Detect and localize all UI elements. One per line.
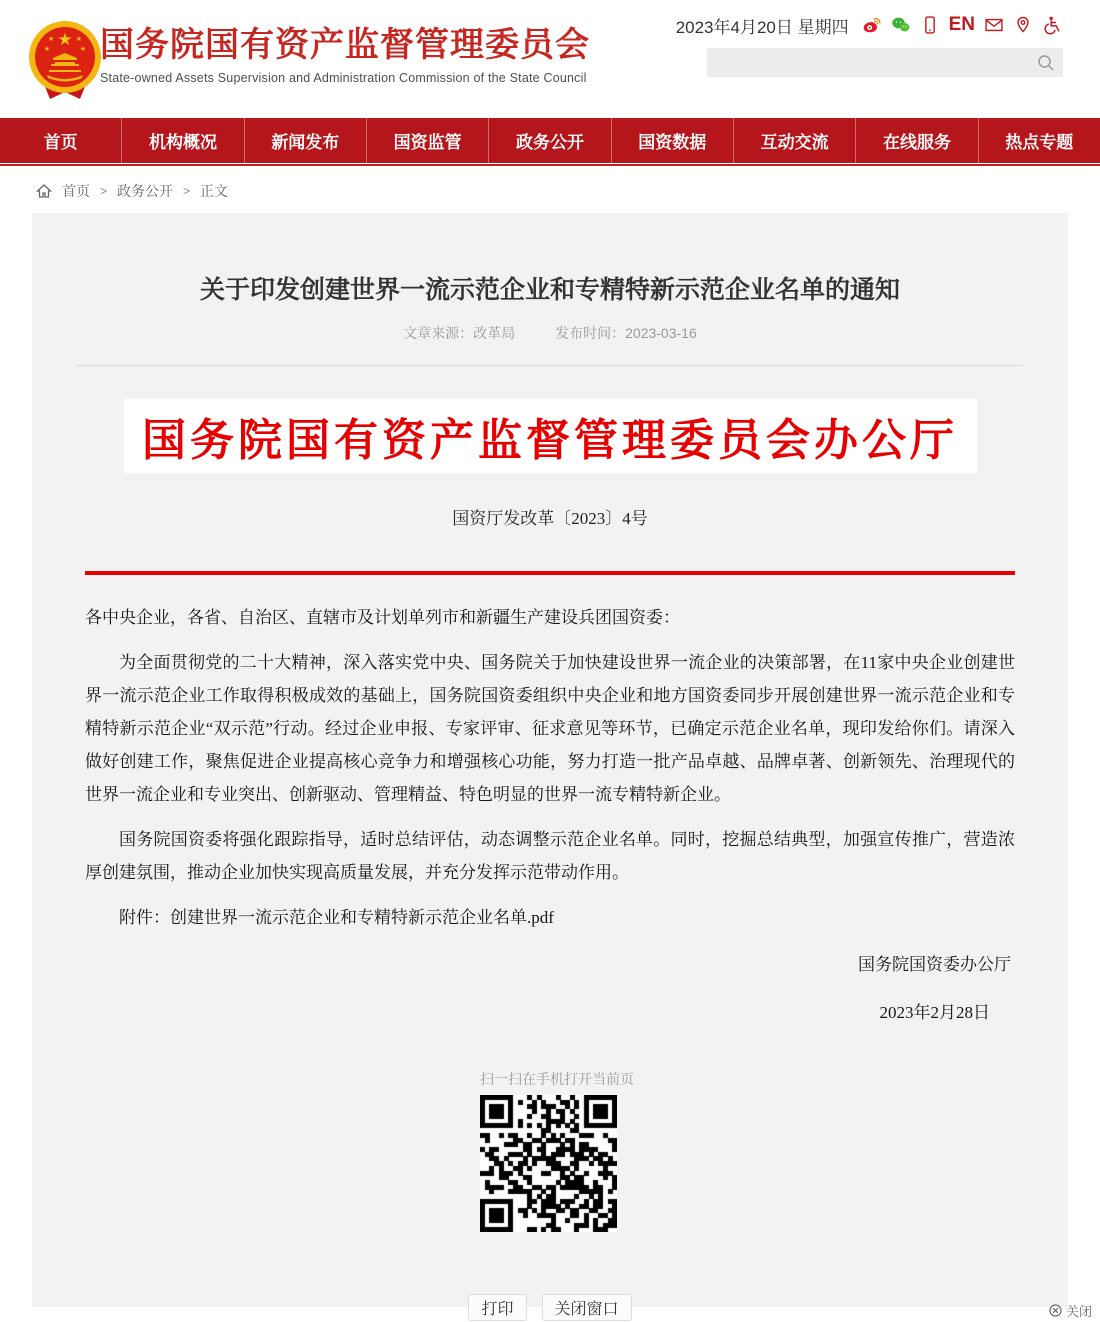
signature-date: 2023年2月28日 (879, 1003, 990, 1022)
paragraph: 为全面贯彻党的二十大精神，深入落实党中央、国务院关于加快建设世界一流企业的决策部署，在11家中央企业创建世界一流示范企业工作取得积极成效的基础上，国务院国资委组织中央企业和地方国资委同步开展创建世界一流示范企业和专精特新示范企业“双示范”行动。经过企业申报、专家评审、征求意见等环节，已确定示范企业名单，现印发给你们。请深入做好创建工作，聚焦促进企业提高核心竞争力和增强核心功能，努力打造一批产品卓越、品牌卓著、创新领先、治理现代的世界一流企业和专业突出、创新驱动、管理精益、特色明显的世界一流专精特新企业。 (85, 653, 1015, 804)
article-panel (32, 213, 1068, 1318)
close-circle-icon (1049, 1304, 1062, 1317)
breadcrumb-separator: > (183, 184, 191, 198)
print-button[interactable]: 打印 (468, 1294, 526, 1321)
site-title: 国务院国有资产监督管理委员会 (100, 26, 590, 64)
nav-item-news[interactable]: 新闻发布 (245, 118, 367, 163)
mobile-icon[interactable] (920, 15, 940, 35)
qr-label: 扫一扫在手机打开当前页 (480, 1071, 634, 1087)
article-meta (32, 323, 1068, 343)
breadcrumb (36, 181, 228, 201)
search-icon (1036, 53, 1056, 73)
svg-text:★: ★ (79, 46, 87, 53)
breadcrumb-home[interactable]: 首页 (62, 183, 90, 199)
site-subtitle: State-owned Assets Supervision and Administration Commission of the State Council (100, 71, 587, 85)
breadcrumb-separator: > (100, 184, 108, 198)
home-icon (36, 183, 52, 199)
nav-item-topics[interactable]: 热点专题 (1005, 133, 1074, 152)
site-brand (100, 26, 590, 85)
nav-item-gov-affairs[interactable]: 政务公开 (489, 118, 611, 163)
attachment-link[interactable]: 附件：创建世界一流示范企业和专精特新示范企业名单.pdf (119, 908, 554, 927)
nav-item-supervision[interactable]: 国资监管 (367, 118, 489, 163)
national-emblem-logo (25, 18, 105, 103)
site-header (0, 0, 1100, 118)
accessibility-icon[interactable] (1042, 15, 1062, 35)
letterhead-text: 国务院国有资产监督管理委员会办公厅 (142, 416, 958, 465)
nav-underline (0, 164, 1100, 166)
nav-item-services[interactable]: 在线服务 (856, 118, 978, 163)
svg-text:★: ★ (75, 36, 83, 43)
english-version-link[interactable]: EN (948, 14, 975, 35)
article-pubdate: 发布时间：2023-03-16 (555, 325, 697, 341)
article-title: 关于印发创建世界一流示范企业和专精特新示范企业名单的通知 (199, 276, 900, 304)
action-buttons (32, 1294, 1068, 1321)
article-source: 文章来源：改革局 (403, 325, 516, 341)
weibo-icon[interactable] (862, 15, 882, 35)
qr-section (480, 1069, 1068, 1232)
breadcrumb-current: 正文 (200, 183, 229, 199)
document-letterhead (124, 399, 977, 473)
main-nav (0, 118, 1100, 163)
mail-icon[interactable] (984, 15, 1004, 35)
footer-close-label: 关闭 (1065, 1304, 1092, 1319)
search-input[interactable] (707, 48, 1029, 77)
svg-text:★: ★ (47, 36, 55, 43)
nav-item-home[interactable]: 首页 (0, 118, 122, 163)
paragraph: 国务院国资委将强化跟踪指导，适时总结评估，动态调整示范企业名单。同时，挖掘总结典型，加强宣传推广，营造浓厚创建氛围，推动企业加快实现高质量发展，并充分发挥示范带动作用。 (85, 830, 1015, 882)
close-window-button[interactable]: 关闭窗口 (542, 1294, 632, 1321)
current-date: 2023年4月20日 星期四 (675, 17, 849, 37)
svg-text:★: ★ (43, 46, 51, 53)
search-button[interactable] (1029, 48, 1063, 77)
breadcrumb-section[interactable]: 政务公开 (117, 183, 174, 199)
red-rule (85, 571, 1015, 575)
salutation: 各中央企业，各省、自治区、直辖市及计划单列市和新疆生产建设兵团国资委： (85, 608, 680, 627)
svg-text:★: ★ (57, 30, 73, 49)
topbar (676, 13, 1062, 37)
location-icon[interactable] (1013, 15, 1033, 35)
signature: 国务院国资委办公厅 (858, 955, 1011, 974)
nav-item-about[interactable]: 机构概况 (122, 118, 244, 163)
nav-item-data[interactable]: 国资数据 (612, 118, 734, 163)
document-body (85, 601, 1015, 934)
document-number: 国资厅发改革〔2023〕4号 (452, 509, 648, 528)
meta-divider (77, 365, 1023, 366)
footer-close-control[interactable] (1049, 1301, 1092, 1320)
qr-code (480, 1095, 617, 1232)
wechat-icon[interactable] (891, 15, 911, 35)
search-box (707, 48, 1063, 77)
nav-item-interaction[interactable]: 互动交流 (734, 118, 856, 163)
